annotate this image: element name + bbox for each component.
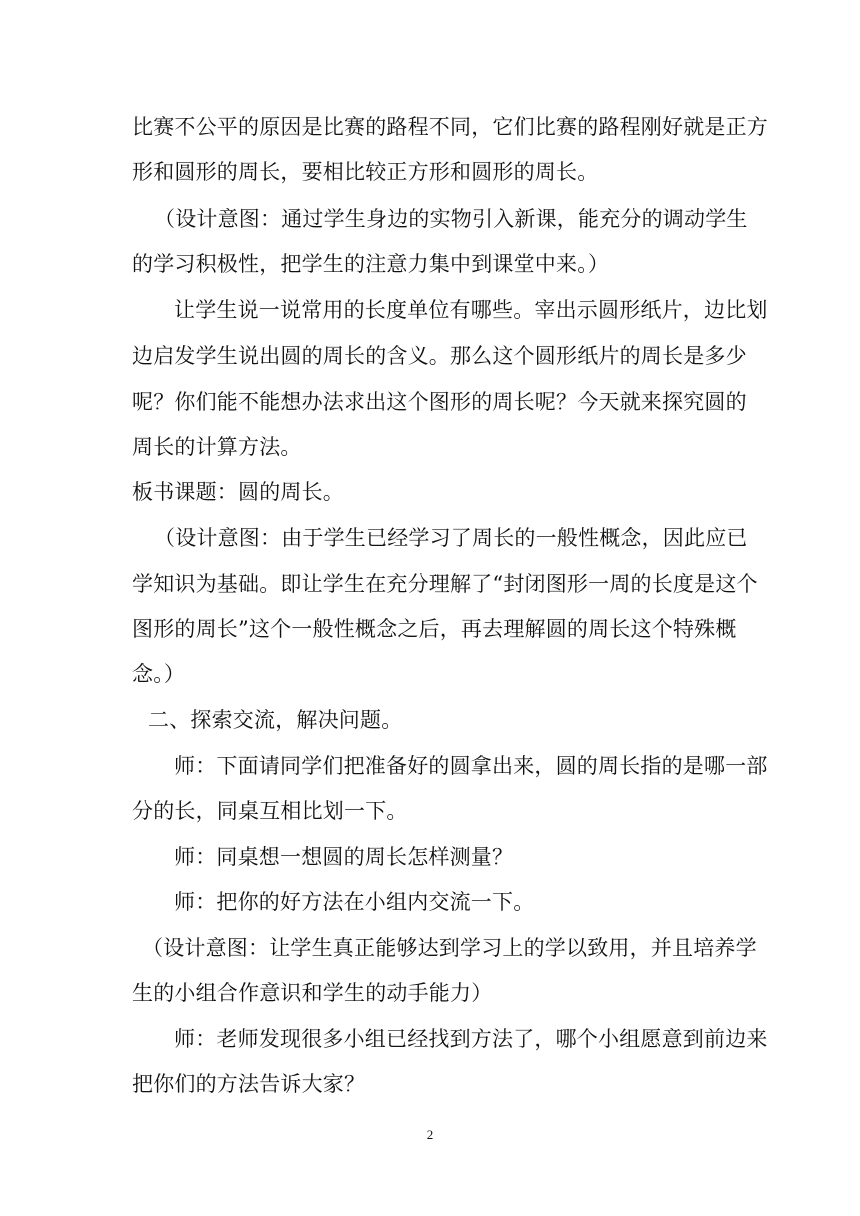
text-line-17: 师：同桌想一想圆的周长怎样测量？ [174, 845, 514, 869]
text-line-22: 把你们的方法告诉大家？ [132, 1072, 366, 1096]
text-line-3: （设计意图：通过学生身边的实物引入新课，能充分的调动学生 [154, 207, 748, 231]
section-heading: 二、探索交流，解决问题。 [148, 708, 403, 732]
page-number: 2 [426, 1127, 434, 1142]
text-line-1: 比赛不公平的原因是比赛的路程不同，它们比赛的路程刚好就是正方 [132, 115, 768, 139]
text-line-10: （设计意图：由于学生已经学习了周长的一般性概念，因此应已 [154, 526, 748, 550]
text-line-7: 呢？你们能不能想办法求出这个图形的周长呢？今天就来探究圆的 [132, 390, 747, 414]
text-line-2: 形和圆形的周长，要相比较正方形和圆形的周长。 [132, 160, 599, 184]
text-line-21: 师：老师发现很多小组已经找到方法了，哪个小组愿意到前边来 [174, 1027, 768, 1051]
text-line-9: 板书课题：圆的周长。 [132, 480, 344, 504]
text-line-4: 的学习积极性，把学生的注意力集中到课堂中来。） [132, 252, 610, 276]
text-line-16: 分的长，同桌互相比划一下。 [132, 799, 408, 823]
text-line-8: 周长的计算方法。 [132, 435, 302, 459]
text-line-19: （设计意图：让学生真正能够达到学习上的学以致用，并且培养学 [142, 936, 757, 960]
text-line-15: 师：下面请同学们把准备好的圆拿出来，圆的周长指的是哪一部 [174, 754, 768, 778]
text-line-18: 师：把你的好方法在小组内交流一下。 [174, 890, 535, 914]
text-line-12: 图形的周长”这个一般性概念之后，再去理解圆的周长这个特殊概 [132, 617, 737, 641]
text-line-5: 让学生说一说常用的长度单位有哪些。宰出示圆形纸片，边比划 [174, 298, 768, 322]
text-line-11: 学知识为基础。即让学生在充分理解了“封闭图形一周的长度是这个 [132, 572, 758, 596]
text-line-13: 念。） [132, 662, 186, 686]
text-line-6: 边启发学生说出圆的周长的含义。那么这个圆形纸片的周长是多少 [132, 344, 747, 368]
text-line-20: 生的小组合作意识和学生的动手能力） [132, 981, 493, 1005]
